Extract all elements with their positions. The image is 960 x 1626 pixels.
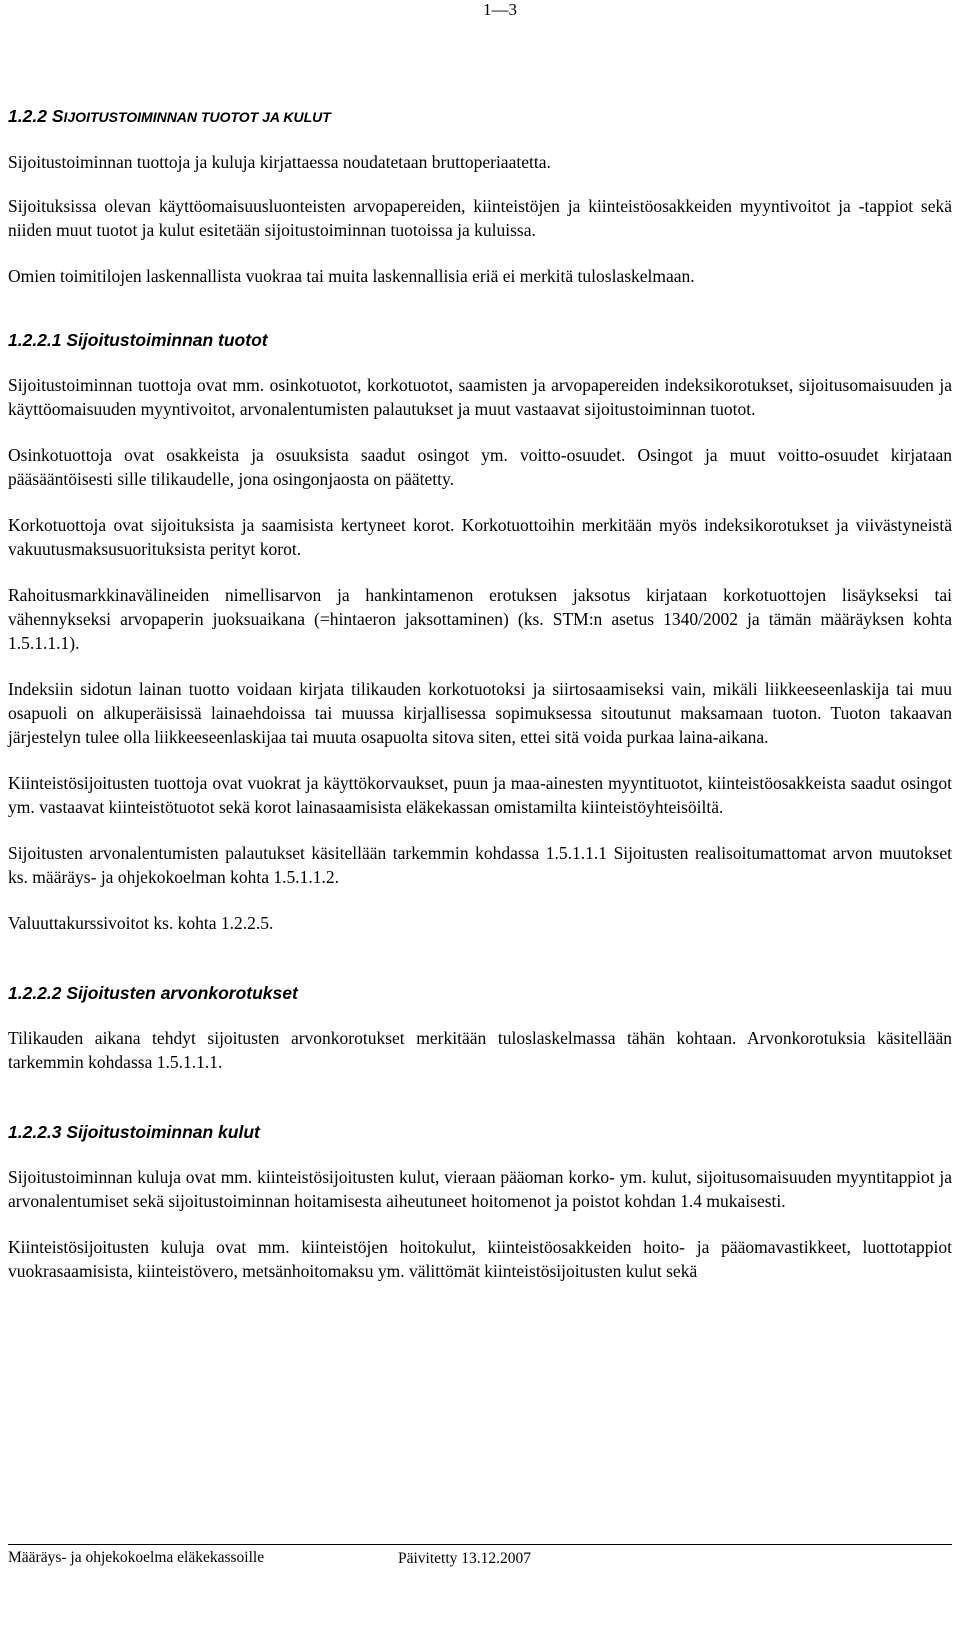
page-number: 1—3 <box>483 0 517 19</box>
paragraph: Kiinteistösijoitusten tuottoja ovat vuokrat ja käyttökorvaukset, puun ja maa-ainesten myyntituotot, kiinteistöosakkeista saadut osingot ym. vastaavat kiinteistötuotot sekä korot lainasaamisista eläkekassan omistamilta kiinteistöyhteisöiltä. <box>8 773 952 817</box>
page-footer <box>8 1544 952 1569</box>
paragraph: Sijoitustoiminnan kuluja ovat mm. kiinteistösijoitusten kulut, vieraan pääoman korko- ym. kulut, sijoitusomaisuuden myyntitappiot ja arvonalentumiset sekä sijoitustoiminnan hoitamisesta aiheutuneet hoitomenot ja poistot kohdan 1.4 mukaisesti. <box>8 1167 952 1211</box>
paragraph: Valuuttakurssivoitot ks. kohta 1.2.2.5. <box>8 913 274 933</box>
document-body <box>8 104 952 1305</box>
paragraph: Sijoitustoiminnan tuottoja ja kuluja kirjattaessa noudatetaan bruttoperiaatetta. <box>8 152 551 172</box>
paragraph: Kiinteistösijoitusten kuluja ovat mm. kiinteistöjen hoitokulut, kiinteistöosakkeiden hoito- ja pääomavastikkeet, luottotappiot vuokrasaamisista, kiinteistövero, metsänhoitomaksu ym. välittömät kiinteistösijoitusten kulut sekä <box>8 1237 952 1281</box>
section-heading-initial: S <box>51 106 64 126</box>
subsection-heading: 1.2.2.1 Sijoitustoiminnan tuotot <box>8 330 268 350</box>
paragraph: Rahoitusmarkkinavälineiden nimellisarvon ja hankintamenon erotuksen jaksotus kirjataan korkotuottojen lisäykseksi tai vähennykseksi arvopaperin juoksuaikana (=hintaeron jaksottaminen) (ks. STM:n asetus 1340/2002 ja tämän määräyksen kohta 1.5.1.1.1). <box>8 585 952 653</box>
section-heading <box>8 104 952 129</box>
paragraph: Sijoitustoiminnan tuottoja ovat mm. osinkotuotot, korkotuotot, saamisten ja arvopapereiden indeksikorotukset, sijoitusomaisuuden ja käyttöomaisuuden myyntivoitot, arvonalentumisten palautukset ja muut vastaavat sijoitustoiminnan tuotot. <box>8 375 952 419</box>
footer-updated-date: Päivitetty 13.12.2007 <box>398 1550 532 1567</box>
section-heading-number: 1.2.2 <box>8 106 47 126</box>
subsection-heading: 1.2.2.2 Sijoitusten arvonkorotukset <box>8 983 298 1003</box>
paragraph: Omien toimitilojen laskennallista vuokraa tai muita laskennallisia eriä ei merkitä tuloslaskelmaan. <box>8 266 695 286</box>
paragraph: Tilikauden aikana tehdyt sijoitusten arvonkorotukset merkitään tuloslaskelmassa tähän kohtaan. Arvonkorotuksia käsitellään tarkemmin kohdassa 1.5.1.1.1. <box>8 1028 952 1072</box>
paragraph: Indeksiin sidotun lainan tuotto voidaan kirjata tilikauden korkotuotoksi ja siirtosaamiseksi vain, mikäli liikkeeseenlaskija tai muu osapuoli on alkuperäisissä lainaehdoissa tai muussa kirjallisessa sopimuksessa sitoutunut maksamaan tuoton. Tuoton takaavan järjestelyn tulee olla liikkeeseenlaskijaa tai muuta osapuolta sitova siten, ettei sitä voida purkaa laina-aikana. <box>8 679 952 747</box>
footer-publication: Määräys- ja ohjekokoelma eläkekassoille <box>8 1549 265 1566</box>
paragraph: Sijoitusten arvonalentumisten palautukset käsitellään tarkemmin kohdassa 1.5.1.1.1 Sijoitusten realisoitumattomat arvon muutokset ks. määräys- ja ohjekokoelman kohta 1.5.1.1.2. <box>8 843 952 887</box>
paragraph: Sijoituksissa olevan käyttöomaisuusluonteisten arvopapereiden, kiinteistöjen ja kiinteistöosakkeiden myyntivoitot ja -tappiot sekä niiden muut tuotot ja kulut esitetään sijoitustoiminnan tuotoissa ja kuluissa. <box>8 196 952 240</box>
paragraph: Korkotuottoja ovat sijoituksista ja saamisista kertyneet korot. Korkotuottoihin merkitään myös indeksikorotukset ja viivästyneistä vakuutusmaksusuorituksista perityt korot. <box>8 515 952 559</box>
section-heading-text: IJOITUSTOIMINNAN TUOTOT JA KULUT <box>63 109 331 125</box>
subsection-heading: 1.2.2.3 Sijoitustoiminnan kulut <box>8 1122 260 1142</box>
paragraph: Osinkotuottoja ovat osakkeista ja osuuksista saadut osingot ym. voitto-osuudet. Osingot ja muut voitto-osuudet kirjataan pääsääntöisesti sille tilikaudelle, jona osingonjaosta on päätetty. <box>8 445 952 489</box>
